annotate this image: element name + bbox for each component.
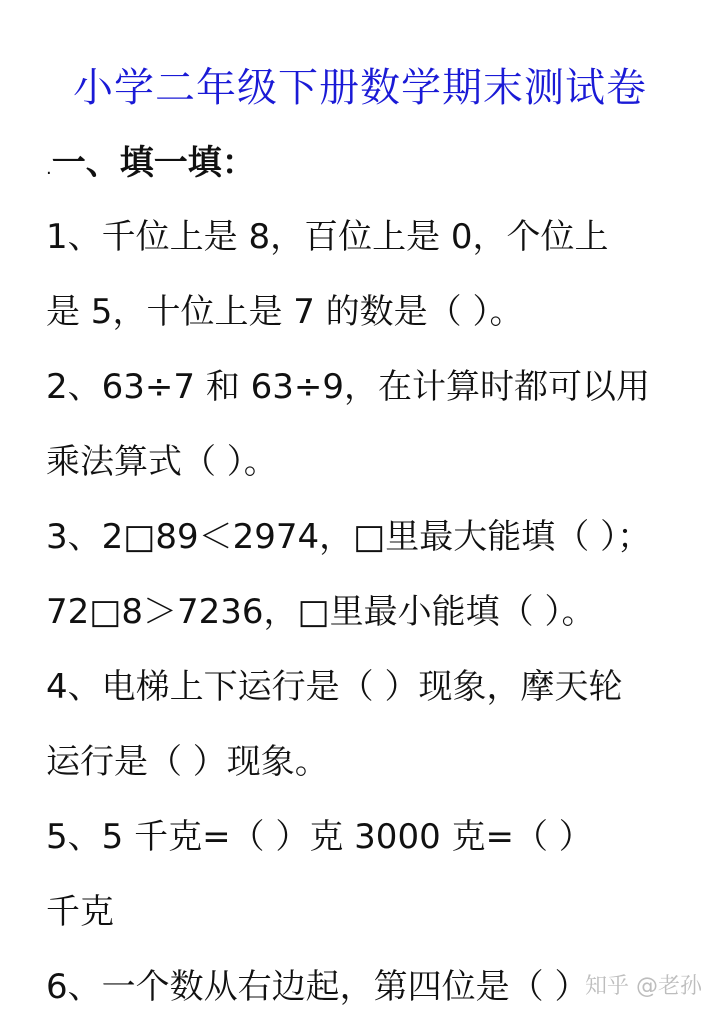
question-line: 运行是（ ）现象。 [46,742,329,782]
question-line: 4、电梯上下运行是（ ）现象，摩天轮 [46,667,623,707]
watermark: 知乎 @老孙 [585,974,702,999]
page-title: 小学二年级下册数学期末测试卷 [73,65,647,111]
section-heading-text: 一、填一填： [51,143,256,183]
section-heading [46,140,256,192]
question-line: 1、千位上是 8，百位上是 0，个位上 [46,217,609,257]
question-line: 2、63÷7 和 63÷9，在计算时都可以用 [46,367,651,407]
section-dot: . [46,158,52,179]
question-line: 5、5 千克=（ ）克 3000 克=（ ） [46,817,593,857]
question-line: 千克 [46,892,114,932]
question-line: 是 5，十位上是 7 的数是（ ）。 [46,292,524,332]
question-line: 乘法算式（ ）。 [46,442,278,482]
question-line: 3、2□89＜2974，□里最大能填（ ）； [46,517,652,557]
question-line: 6、一个数从右边起，第四位是（ ） [46,967,589,1007]
question-line: 72□8＞7236，□里最小能填（ ）。 [46,592,596,632]
